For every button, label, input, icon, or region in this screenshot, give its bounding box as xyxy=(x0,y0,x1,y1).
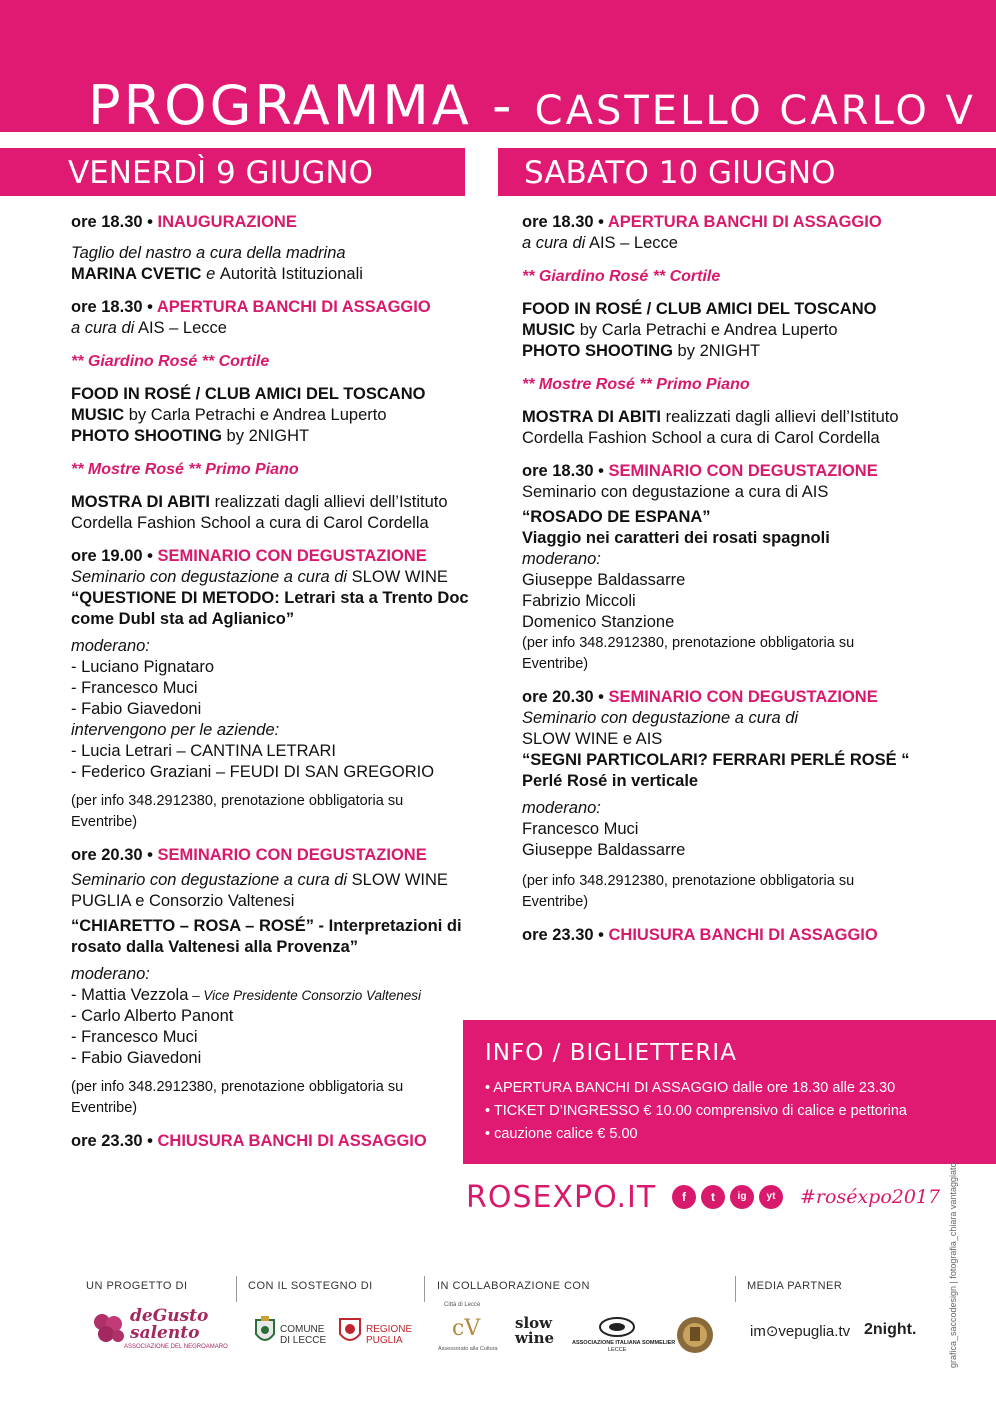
info-box xyxy=(463,1020,996,1164)
page-title: PROGRAMMA - CASTELLO CARLO V xyxy=(88,74,976,137)
friday-schedule xyxy=(71,212,469,1164)
divider xyxy=(424,1276,425,1302)
caption-progetto: UN PROGETTO DI xyxy=(86,1280,188,1292)
credit-text: grafica_saccodesign | fotografia_chiara vantaggiato xyxy=(948,1162,958,1368)
instagram-icon[interactable]: ig xyxy=(730,1185,754,1209)
day-header-friday: VENERDÌ 9 GIUGNO xyxy=(0,148,465,196)
event-chiusura: ore 23.30 • CHIUSURA BANCHI DI ASSAGGIO xyxy=(71,1132,427,1150)
header-banner xyxy=(0,0,996,137)
caption-collaborazione: IN COLLABORAZIONE CON xyxy=(437,1280,590,1292)
event-chiusura-sat: ore 23.30 • CHIUSURA BANCHI DI ASSAGGIO xyxy=(522,926,878,944)
caption-media-partner: MEDIA PARTNER xyxy=(747,1280,843,1292)
youtube-icon[interactable]: yt xyxy=(759,1185,783,1209)
event-apertura-banchi-sat: ore 18.30 • APERTURA BANCHI DI ASSAGGIO a cura di AIS – Lecce xyxy=(522,213,882,252)
facebook-icon[interactable]: f xyxy=(672,1185,696,1209)
section-mostre-rose-sat: ** Mostre Rosé ** Primo Piano xyxy=(522,376,750,393)
slow-wine-logo: slow wine xyxy=(515,1314,555,1347)
ais-emblem-icon xyxy=(598,1316,636,1338)
caption-sostegno: CON IL SOSTEGNO DI xyxy=(248,1280,373,1292)
crest-icon xyxy=(338,1316,362,1346)
seal-logo xyxy=(676,1315,714,1355)
degusto-salento-logo: deGusto salento ASSOCIAZIONE DEL NEGROAMARO xyxy=(88,1308,228,1356)
website-link[interactable]: ROSEXPO.IT xyxy=(466,1180,657,1215)
divider xyxy=(735,1276,736,1302)
info-item: • APERTURA BANCHI DI ASSAGGIO dalle ore 18.30 alle 23.30 xyxy=(485,1080,896,1096)
section-giardino-rose-sat: ** Giardino Rosé ** Cortile xyxy=(522,268,721,285)
event-apertura-banchi: ore 18.30 • APERTURA BANCHI DI ASSAGGIO a cura di AIS – Lecce xyxy=(71,298,431,337)
event-seminario-2030: ore 20.30 • SEMINARIO CON DEGUSTAZIONE Seminario con degustazione a cura di SLOW WINE PUGLIA e Consorzio Valtenesi “CHIARETTO – ROSA – ROSÉ” - Interpretazioni di rosato dalla Valtenesi alla Provenza” moderano: - Mattia Vezzola – Vice Presidente Consorzio Valtenesi - Carlo Alberto Panont - Francesco Muci - Fabio Giavedoni (per info 348.2912380, prenotazione obbligatoria su Eventribe) xyxy=(71,846,462,1116)
regione-puglia-logo: REGIONE PUGLIA xyxy=(338,1312,418,1352)
mostra-abiti: MOSTRA DI ABITI realizzati dagli allievi dell’Istituto Cordella Fashion School a cura di Carol Cordella xyxy=(71,493,448,532)
comune-lecce-logo: COMUNE DI LECCE xyxy=(254,1312,334,1352)
info-item: • TICKET D’INGRESSO € 10.00 comprensivo di calice e pettorina xyxy=(485,1103,908,1119)
giardino-activities: FOOD IN ROSÉ / CLUB AMICI DEL TOSCANO MUSIC by Carla Petrachi e Andrea Luperto PHOTO SHOOTING by 2NIGHT xyxy=(71,385,426,445)
hashtag: #roséxpo2017 xyxy=(800,1186,941,1208)
section-mostre-rose: ** Mostre Rosé ** Primo Piano xyxy=(71,461,299,478)
event-seminario-1900: ore 19.00 • SEMINARIO CON DEGUSTAZIONE Seminario con degustazione a cura di SLOW WINE “QUESTIONE DI METODO: Letrari sta a Trento Doc come Dubl sta ad Aglianico” moderano: - Luciano Pignataro - Francesco Muci - Fabio Giavedoni intervengono per le aziende: - Lucia Letrari – CANTINA LETRARI - Federico Graziani – FEUDI DI SAN GREGORIO (per info 348.2912380, prenotazione obbligatoria su Eventribe) xyxy=(71,547,469,830)
day-header-saturday: SABATO 10 GIUGNO xyxy=(498,148,996,196)
info-item: • cauzione calice € 5.00 xyxy=(485,1126,638,1142)
giardino-activities-sat: FOOD IN ROSÉ / CLUB AMICI DEL TOSCANO MUSIC by Carla Petrachi e Andrea Luperto PHOTO SHOOTING by 2NIGHT xyxy=(522,300,877,360)
mostra-abiti-sat: MOSTRA DI ABITI realizzati dagli allievi dell’Istituto Cordella Fashion School a cura di Carol Cordella xyxy=(522,408,899,447)
event-seminario-2030-sat: ore 20.30 • SEMINARIO CON DEGUSTAZIONE Seminario con degustazione a cura di SLOW WINE e AIS “SEGNI PARTICOLARI? FERRARI PERLÉ ROSÉ “ Perlé Rosé in verticale moderano: Francesco Muci Giuseppe Baldassarre (per info 348.2912380, prenotazione obbligatoria su Eventribe) xyxy=(522,688,910,910)
ais-logo: ASSOCIAZIONE ITALIANA SOMMELIER LECCE xyxy=(572,1316,662,1356)
imovepuglia-logo: im⊙vepuglia.tv xyxy=(750,1323,851,1340)
twitter-icon[interactable]: t xyxy=(701,1185,725,1209)
saturday-schedule xyxy=(522,212,962,958)
event-seminario-1830-sat: ore 18.30 • SEMINARIO CON DEGUSTAZIONE Seminario con degustazione a cura di AIS “ROSADO DE ESPANA” Viaggio nei caratteri dei rosati spagnoli moderano: Giuseppe Baldassarre Fabrizio Miccoli Domenico Stanzione (per info 348.2912380, prenotazione obbligatoria su Eventribe) xyxy=(522,462,878,672)
crest-icon xyxy=(254,1316,276,1346)
info-heading: INFO / BIGLIETTERIA xyxy=(485,1040,737,1066)
2night-logo: 2night. xyxy=(864,1321,917,1338)
event-inaugurazione: ore 18.30 • INAUGURAZIONE Taglio del nastro a cura della madrina MARINA CVETIC e Autorità Istituzionali xyxy=(71,213,363,283)
divider xyxy=(236,1276,237,1302)
castello-carlo-v-logo: Città di Lecce cV Assessorato alla Cultura xyxy=(438,1302,498,1352)
section-giardino-rose: ** Giardino Rosé ** Cortile xyxy=(71,353,270,370)
